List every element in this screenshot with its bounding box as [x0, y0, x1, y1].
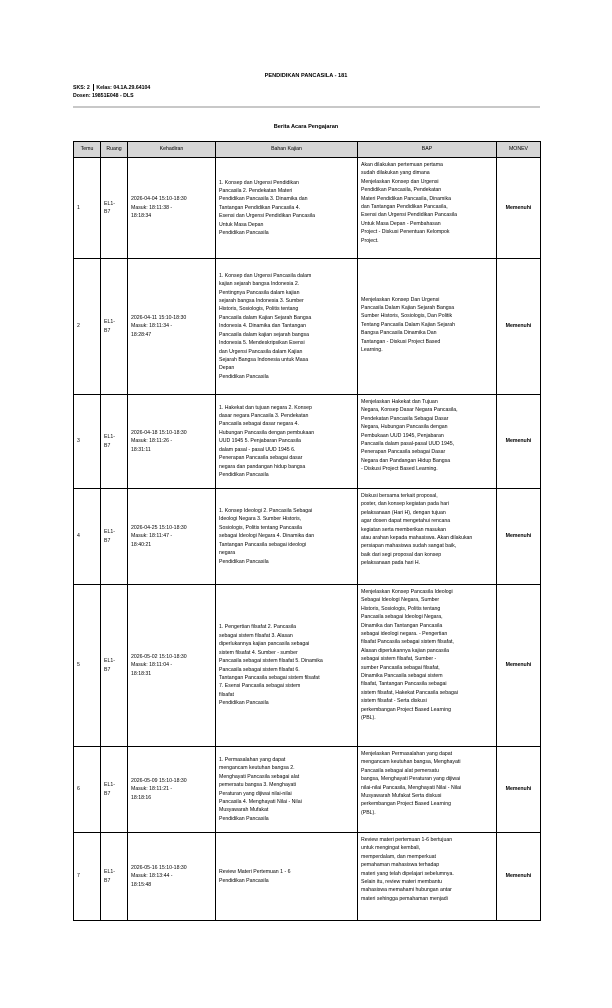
cell-text-line: pelaksanaan (Hari H), dengan tujuan [361, 509, 446, 516]
cell-text-line: EL1- [104, 434, 115, 441]
cell-text-line: Pancasila sebagai Ideologi Negara, [361, 614, 443, 621]
cell-monev: Memenuhi [497, 585, 541, 747]
cell-text-line: diperlukannya kajian pancasila sebagai [219, 641, 310, 648]
cell-monev: Memenuhi [497, 395, 541, 489]
cell-text-line: baik dari segi proposal dan konsep [361, 551, 442, 558]
cell-text-line: Pancasila dalam pasal-pasal UUD 1945, [361, 441, 455, 448]
cell-text-line: negara [219, 550, 236, 557]
cell-text-line: Masuk: 18:11:34 - [131, 323, 173, 330]
table-row [74, 585, 541, 747]
cell-text-line: Musyawarah Mufakat Serta diskusi [361, 793, 442, 800]
cell-text-line: Sejarah Bangsa Indonesia untuk Masa [219, 356, 309, 363]
cell-text-line: Penerapan Pancasila sebagai Dasar [361, 449, 446, 456]
cell-ruang [101, 833, 128, 921]
cell-text-line: dan Tantangan Pendidikan Pancasila, [361, 204, 448, 211]
cell-text-line: poster, dan konsep kegiatan pada hari [361, 501, 449, 508]
cell-text-line: Pancasila sebagai dasar negara 4. [219, 421, 299, 428]
cell-text-line: EL1- [104, 200, 115, 207]
cell-bahan-kajian [216, 585, 358, 747]
cell-text-line: 18:28:47 [131, 331, 152, 338]
cell-text-line: Tantangan Pancasila sebagai sistem filsafat [219, 674, 320, 681]
table-row [74, 158, 541, 259]
cell-text-line: kajian sejarah bangsa Indonesia 2. [219, 281, 300, 288]
cell-text-line: sebagai Ideologi Negara 4. Dinamika dan [219, 533, 315, 540]
cell-text-line: Pendekatan Pancasila Sebagai Dasar [361, 415, 449, 422]
cell-text-line: Alasan diperlukannya kajian pancasila [361, 647, 449, 654]
cell-text-line: Hubungan Pancasila dengan pembukaan [219, 429, 315, 436]
cell-text-line: 2026-04-04 15:10-18:30 [131, 196, 187, 203]
cell-text-line: UUD 1945 5. Penjabaran Pancasila [219, 438, 301, 445]
cell-text-line: perkembangan Project Based Learning [361, 801, 451, 808]
cell-text-line: nilai-nilai Pancasila, Menghayati Nilai - Nilai [361, 784, 462, 791]
cell-text-line: 18:31:11 [131, 446, 151, 453]
table-row [74, 489, 541, 585]
cell-text-line: Penerapan Pancasila sebagai dasar [219, 455, 303, 462]
cell-text-line: persiapan mahasiswa sudah sangat baik, [361, 543, 457, 550]
cell-text-line: Dinamika dan Tantangan Pancasila [361, 622, 443, 629]
cell-text-line: Pancasila Dalam Kajian Sejarah Bangsa [361, 305, 455, 312]
cell-kehadiran [128, 158, 216, 259]
cell-text-line: 18:18:16 [131, 794, 152, 801]
cell-text-line: pemahaman mahasiswa terhadap [361, 862, 440, 869]
cell-text-line: sistem filsafat - Serta diskusi [361, 698, 427, 705]
cell-text-line: Menjelaskan Konsep dan Urgensi [361, 178, 439, 185]
cell-text-line: Esensi dan Urgensi Pendidikan Pancasila [219, 213, 316, 220]
cell-text-line: Ideologi Negara 3. Sumber Historis, [219, 516, 302, 523]
cell-text-line: Historis, Sosiologis, Politis tentang [361, 605, 441, 612]
cell-text-line: Masuk: 18:11:26 - [131, 438, 173, 445]
cell-text-line: Pendidikan Pancasila, Pendekatan [361, 187, 442, 194]
table-header-row [74, 142, 541, 158]
cell-text-line: Sosiologis, Politis tentang Pancasila [219, 524, 303, 531]
cell-text-line: sejarah bangsa Indonesia 3. Sumber [219, 298, 304, 305]
separator [93, 84, 94, 91]
header-monev: MONEV [497, 142, 541, 158]
course-title: PENDIDIKAN PANCASILA - 181 [264, 73, 348, 79]
cell-ruang [101, 489, 128, 585]
cell-text-line: Pancasila sebagai sistem filsafat 6. [219, 666, 300, 673]
berita-acara-table [73, 141, 541, 921]
cell-text-line: Pendidikan Pancasila 3. Dinamika dan [219, 196, 308, 203]
cell-text-line: B7 [104, 442, 111, 449]
sks-kelas-line [73, 84, 150, 91]
cell-text-line: mengancam keutuhan bangsa, Menghayati [361, 759, 461, 766]
cell-text-line: kegiatan serta memberikan masukan [361, 526, 447, 533]
cell-text-line: sebagai sistem filsafat 3. Alasan [219, 632, 293, 639]
cell-ruang [101, 158, 128, 259]
cell-text-line: Akan dilakukan pertemuan pertama [361, 162, 443, 168]
cell-text-line: materi sehingga pemahaman menjadi [361, 895, 448, 902]
cell-text-line: Pendidikan Pancasila [219, 700, 269, 707]
cell-temu: 4 [74, 489, 101, 585]
cell-bap [358, 158, 497, 259]
cell-text-line: mengancam keutuhan bangsa 2. [219, 765, 295, 772]
cell-text-line: 2026-05-09 15:10-18:30 [131, 777, 187, 784]
cell-temu: 7 [74, 833, 101, 921]
cell-text-line: dasar negara Pancasila 3. Pendekatan [219, 413, 309, 420]
cell-text-line: Pancasila dalam kajian sejarah bangsa [219, 331, 309, 338]
cell-text-line: sebagai sistem filsafat, Sumber - [361, 656, 437, 663]
cell-text-line: Pancasila sebagai alat pemersatu [361, 767, 439, 774]
cell-text-line: Menjelaskan Permasalahan yang dapat [361, 751, 453, 757]
cell-text-line: sudah dilakukan yang dimana [361, 170, 430, 177]
cell-text-line: Project. [361, 237, 379, 244]
cell-text-line: Pembukaan UUD 1945, Penjabaran [361, 432, 444, 439]
cell-text-line: Peraturan yang dijiwai nilai-nilai [219, 790, 292, 797]
cell-text-line: Selain itu, review materi membantu [361, 879, 443, 886]
cell-bap [358, 747, 497, 833]
cell-text-line: Menjelaskan Konsep Pancasila Ideologi [361, 589, 453, 595]
cell-text-line: 18:18:34 [131, 213, 152, 220]
cell-text-line: memperdalam, dan memperkuat [361, 853, 436, 860]
table-row [74, 833, 541, 921]
cell-text-line: Tantangan Pendidikan Pancasila 4. [219, 204, 301, 211]
header-ruang: Ruang [101, 142, 128, 158]
cell-text-line: Depan [219, 365, 235, 372]
cell-ruang [101, 259, 128, 395]
cell-bap [358, 259, 497, 395]
cell-text-line: 18:15:48 [131, 881, 152, 888]
cell-text-line: EL1- [104, 319, 115, 326]
cell-text-line: 1. Permasalahan yang dapat [219, 756, 286, 763]
cell-text-line: Tantangan Pancasila sebagai ideologi [219, 541, 307, 548]
cell-text-line: negara dan pandangan hidup bangsa [219, 463, 306, 470]
header-kehadiran: Kehadiran [128, 142, 216, 158]
cell-monev: Memenuhi [497, 489, 541, 585]
cell-kehadiran [128, 747, 216, 833]
cell-monev: Memenuhi [497, 259, 541, 395]
cell-text-line: 1. Hakekat dan tujuan negara 2. Konsep [219, 404, 312, 411]
cell-text-line: EL1- [104, 529, 115, 536]
cell-text-line: Masuk: 18:11:38 - [131, 204, 173, 211]
cell-text-line: filsafat Pancasila sebagai sistem filsafat, [361, 639, 454, 646]
dosen-label: Dosen: 19851E048 - DLS [73, 93, 134, 99]
cell-text-line: Esensi dan Urgensi Pendidikan Pancasila [361, 212, 458, 219]
cell-text-line: 7. Esensi Pancasila sebagai sistem [219, 683, 301, 690]
cell-text-line: Sebagai Ideologi Negara, Sumber [361, 597, 440, 604]
cell-text-line: 18:18:31 [131, 670, 152, 677]
cell-text-line: 18:40:21 [131, 541, 152, 548]
table-row [74, 747, 541, 833]
cell-ruang [101, 395, 128, 489]
cell-text-line: Negara, Konsep Dasar Negara Pancasila, [361, 407, 458, 414]
cell-text-line: Masuk: 18:11:47 - [131, 533, 173, 540]
cell-text-line [361, 287, 493, 295]
cell-kehadiran [128, 489, 216, 585]
cell-text-line: untuk mengingat kembali, [361, 845, 421, 852]
cell-text-line: filsafat, Tantangan Pancasila sebagai [361, 681, 447, 688]
cell-temu: 5 [74, 585, 101, 747]
cell-ruang [101, 585, 128, 747]
cell-bap [358, 395, 497, 489]
cell-ruang [101, 747, 128, 833]
cell-text-line [361, 279, 493, 287]
header-temu: Temu [74, 142, 101, 158]
cell-text-line: (PBL). [361, 715, 376, 722]
cell-text-line: pelaksanaan pada hari H. [361, 560, 421, 567]
cell-text-line: Review materi pertemuan 1-6 bertujuan [361, 837, 453, 843]
cell-text-line: 1. Konsep Ideologi 2. Pancasila Sebagai [219, 508, 313, 515]
cell-monev: Memenuhi [497, 833, 541, 921]
cell-bap [358, 833, 497, 921]
cell-text-line: sebagai ideologi negara. - Pengertian [361, 631, 448, 638]
cell-text-line: Tantangan - Diskusi Project Based [361, 338, 441, 345]
cell-text-line: B7 [104, 209, 111, 215]
cell-text-line: EL1- [104, 658, 115, 665]
cell-text-line: Menjelaskan Konsep Dan Urgensi [361, 296, 440, 303]
cell-text-line: Pendidikan Pancasila [219, 230, 269, 237]
sks-label: SKS: 2 [73, 84, 90, 91]
cell-bahan-kajian [216, 833, 358, 921]
cell-text-line: Pendidikan Pancasila [219, 471, 269, 478]
cell-text-line: 2026-04-18 15:10-18:30 [131, 429, 187, 436]
cell-temu: 1 [74, 158, 101, 259]
kelas-label: Kelas: 04.1A.29.64104 [96, 84, 151, 91]
cell-text-line: Pancasila sebagai sistem filsafat 5. Dinamika [219, 658, 323, 665]
cell-text-line: Negara dan Pandangan Hidup Bangsa [361, 457, 451, 464]
cell-text-line: Menghayati Pancasila sebagai alat [219, 773, 300, 780]
cell-text-line: - Diskusi Project Based Learning. [361, 466, 438, 473]
cell-text-line: 1. Konsep dan Urgensi Pancasila dalam [219, 272, 312, 279]
cell-bahan-kajian [216, 395, 358, 489]
cell-text-line: 2026-05-02 15:10-18:30 [131, 653, 187, 660]
cell-text-line: Historis, Sosiologis, Politis tentang [219, 306, 299, 313]
cell-text-line: pemersatu bangsa 3. Menghayati [219, 782, 296, 789]
cell-text-line: 2026-05-16 15:10-18:30 [131, 864, 187, 871]
cell-text-line: Pentingnya Pancasila dalam kajian [219, 289, 300, 296]
cell-bahan-kajian [216, 259, 358, 395]
cell-text-line: Pendidikan Pancasila [219, 558, 269, 565]
cell-text-line: 2026-04-11 15:10-18:30 [131, 314, 187, 321]
cell-text-line: Negara, Hubungan Pancasila dengan [361, 424, 448, 431]
cell-text-line: B7 [104, 877, 111, 884]
cell-kehadiran [128, 585, 216, 747]
cell-text-line: Pancasila 4. Menghayati Nilai - Nilai [219, 798, 302, 805]
cell-kehadiran [128, 833, 216, 921]
cell-text-line: Tentang Pancasila Dalam Kajian Sejarah [361, 321, 456, 328]
cell-text-line: 1. Pengertian filsafat 2. Pancasila [219, 624, 296, 631]
cell-text-line: materi yang telah dipelajari sebelumnya. [361, 870, 454, 877]
cell-text-line: B7 [104, 537, 111, 544]
cell-text-line: sistem filsafat, Hakekat Pancasila sebagai [361, 689, 458, 696]
cell-text-line: Pendidikan Pancasila [219, 373, 269, 380]
cell-text-line [361, 270, 493, 278]
cell-text-line: agar dosen dapat mengetahui rencana [361, 518, 451, 525]
cell-text-line: B7 [104, 666, 111, 673]
cell-text-line: Masuk: 18:13:44 - [131, 873, 173, 880]
cell-text-line: Dinamika Pancasila sebagai sistem [361, 673, 443, 680]
cell-text-line: B7 [104, 790, 111, 797]
cell-text-line: Indonesia 4. Dinamika dan Tantangan [219, 323, 307, 330]
cell-monev: Memenuhi [497, 158, 541, 259]
cell-bahan-kajian [216, 747, 358, 833]
cell-text-line: Masuk: 18:11:04 - [131, 662, 173, 669]
cell-bap [358, 489, 497, 585]
cell-bap [358, 585, 497, 747]
cell-text-line: Learning. [361, 347, 383, 354]
cell-text-line: Sumber Historis, Sosiologis, Dan Politik [361, 313, 453, 320]
cell-text-line: Pancasila 2. Pendekatan Materi [219, 187, 293, 194]
header-bahan-kajian: Bahan Kajian [216, 142, 358, 158]
cell-text-line: EL1- [104, 869, 115, 876]
cell-text-line: Indonesia 5. Mendeskripsikan Esensi [219, 340, 305, 347]
cell-text-line: Bangsa Pancasila Dinamika Dan [361, 330, 437, 337]
cell-text-line: Pancasila dalam Kajian Sejarah Bangsa [219, 314, 312, 321]
cell-text-line: Untuk Masa Depan [219, 221, 264, 228]
section-title: Berita Acara Pengajaran [273, 124, 339, 130]
cell-text-line: sistem filsafat 4. Sumber - sumber [219, 649, 298, 656]
cell-text-line: Untuk Masa Depan - Pembahasan [361, 220, 441, 227]
cell-temu: 3 [74, 395, 101, 489]
cell-text-line: Musyawarah Mufakat [219, 807, 269, 814]
cell-text-line: Pendidikan Pancasila [219, 877, 269, 884]
cell-text-line: atau arahan kepada mahasiswa. Akan dilakukan [361, 535, 473, 542]
cell-text-line: Pendidikan Pancasila [219, 815, 269, 822]
cell-text-line: 1. Konsep dan Urgensi Pendidikan [219, 179, 299, 186]
cell-text-line: Menjelaskan Hakekat dan Tujuan [361, 399, 438, 405]
cell-monev: Memenuhi [497, 747, 541, 833]
header-divider [73, 106, 540, 108]
cell-text-line: dan Urgensi Pancasila dalam Kajian [219, 348, 303, 355]
cell-text-line: bangsa, Menghayati Peraturan yang dijiwai [361, 776, 461, 783]
cell-text-line: sumber Pancasila sebagai filsafat, [361, 664, 440, 671]
cell-text-line: Materi Pendidikan Pancasila, Dinamika [361, 195, 451, 202]
cell-text-line: filsafat [219, 691, 234, 698]
cell-temu: 2 [74, 259, 101, 395]
cell-kehadiran [128, 395, 216, 489]
cell-bahan-kajian [216, 489, 358, 585]
cell-kehadiran [128, 259, 216, 395]
cell-text-line: (PBL). [361, 809, 376, 816]
cell-text-line: Diskusi bersama terkait proposal, [361, 493, 438, 499]
header-bap: BAP [358, 142, 497, 158]
cell-text-line: 2026-04-25 15:10-18:30 [131, 524, 187, 531]
cell-text-line: B7 [104, 327, 111, 334]
cell-bahan-kajian [216, 158, 358, 259]
cell-text-line: Review Materi Pertemuan 1 - 6 [219, 869, 291, 876]
cell-text-line: Project - Diskusi Penentuan Kelompok [361, 229, 450, 236]
table-row [74, 259, 541, 395]
cell-text-line [361, 262, 493, 270]
cell-text-line: mahasiswa memahami hubungan antar [361, 887, 452, 894]
cell-text-line: perkembangan Project Based Learning [361, 706, 451, 713]
table-row [74, 395, 541, 489]
cell-text-line: EL1- [104, 782, 115, 789]
cell-temu: 6 [74, 747, 101, 833]
cell-text-line: dalam pasal - pasal UUD 1945 6. [219, 446, 296, 453]
cell-text-line: Masuk: 18:11:21 - [131, 786, 173, 793]
